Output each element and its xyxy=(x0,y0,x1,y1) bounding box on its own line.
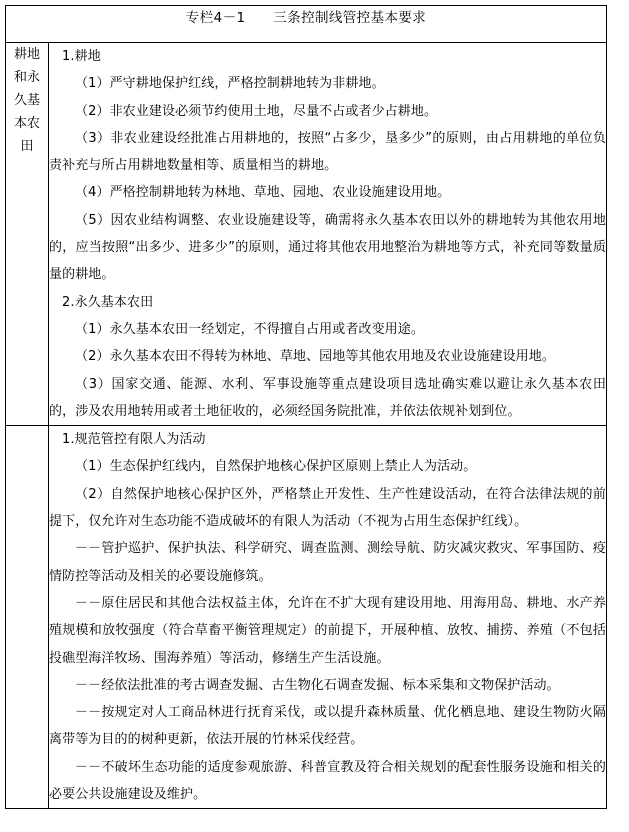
paragraph: 1.耕地 xyxy=(62,49,101,64)
table-caption-row xyxy=(6,6,607,43)
row-label-cell-1 xyxy=(6,43,49,426)
paragraph: （2）永久基本农田不得转为林地、草地、园地等其他农用地及农业设施建设用地。 xyxy=(75,349,555,365)
paragraph: 1.规范管控有限人为活动 xyxy=(62,432,206,448)
table-caption-cell xyxy=(6,6,607,43)
paragraph: （5）因农业结构调整、农业设施建设等，确需将永久基本农田以外的耕地转为其他农用地的，应当按照“出多少、进多少”的原则，通过将其他农用地整治为耕地等方式，补充同等数量质量的耕地。 xyxy=(49,212,606,283)
paragraph: －－按规定对人工商品林进行抚育采伐，或以提升森林质量、优化栖息地、建设生物防火隔离带等为目的的树种更新，依法开展的竹林采伐经营。 xyxy=(49,705,606,748)
row-label-text-1: 耕地和永久基本农田 xyxy=(13,47,40,154)
table-row xyxy=(6,43,607,426)
row-label-cell-2 xyxy=(6,426,49,809)
paragraph: （1）严守耕地保护红线，严格控制耕地转为非耕地。 xyxy=(75,76,385,92)
paragraph: －－原住居民和其他合法权益主体，允许在不扩大现有建设用地、用海用岛、耕地、水产养殖规模和放牧强度（符合草畜平衡管理规定）的前提下，开展种植、放牧、捕捞、养殖（不包括投礁型海洋牧场、围海养殖）等活动，修缮生产生活设施。 xyxy=(49,595,606,666)
paragraph: －－不破坏生态功能的适度参观旅游、科普宣教及符合相关规划的配套性服务设施和相关的必要公共设施建设及维护。 xyxy=(49,759,606,803)
paragraph: （1）永久基本农田一经划定，不得擅自占用或者改变用途。 xyxy=(75,321,424,337)
requirements-table xyxy=(5,5,607,809)
paragraph: （3）非农业建设经批准占用耕地的，按照“占多少，垦多少”的原则，由占用耕地的单位负责补充与所占用耕地数量相等、质量相当的耕地。 xyxy=(49,130,606,174)
paragraph: （3）国家交通、能源、水利、军事设施等重点建设项目选址确实难以避让永久基本农田的，涉及农用地转用或者土地征收的，必须经国务院批准，并依法依规补划到位。 xyxy=(49,376,606,419)
paragraph: （2）非农业建设必须节约使用土地，尽量不占或者少占耕地。 xyxy=(75,103,438,119)
row-content-cell-2 xyxy=(49,426,607,809)
row-content-cell-1 xyxy=(49,43,607,426)
paragraph: －－管护巡护、保护执法、科学研究、调查监测、测绘导航、防灾减灾救灾、军事国防、疫情防控等活动及相关的必要设施修筑。 xyxy=(49,541,606,584)
paragraph: －－经依法批准的考古调查发掘、古生物化石调查发掘、标本采集和文物保护活动。 xyxy=(75,677,560,693)
table-caption-text: 专栏4－1 三条控制线管控基本要求 xyxy=(185,10,427,26)
paragraph: （2）自然保护地核心保护区外，严格禁止开发性、生产性建设活动，在符合法律法规的前提下，仅允许对生态功能不造成破坏的有限人为活动（不视为占用生态保护红线）。 xyxy=(49,486,606,530)
paragraph: （4）严格控制耕地转为林地、草地、园地、农业设施建设用地。 xyxy=(75,185,451,201)
paragraph: 2.永久基本农田 xyxy=(62,294,154,310)
paragraph: （1）生态保护红线内，自然保护地核心保护区原则上禁止人为活动。 xyxy=(75,459,477,475)
table-body xyxy=(6,6,607,809)
table-row xyxy=(6,426,607,809)
